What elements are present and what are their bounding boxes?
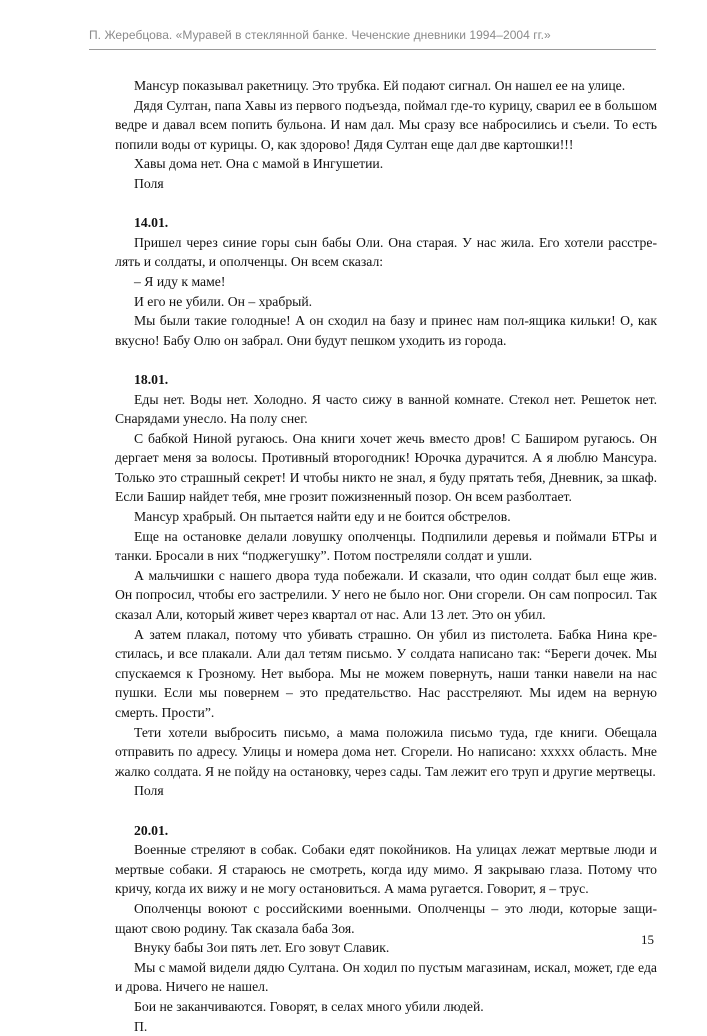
paragraph: Мансур показывал ракетницу. Это трубка. Ей подают сигнал. Он нашел ее на улице. [115,76,657,96]
paragraph: И его не убили. Он – храбрый. [115,292,657,312]
paragraph: Хавы дома нет. Она с мамой в Ингушетии. [115,154,657,174]
paragraph: Пришел через синие горы сын бабы Оли. Она старая. У нас жила. Его хотели расстрелять и солдаты, и ополченцы. Он всем сказал: [115,233,657,272]
paragraph: Поля [115,174,657,194]
entry-date: 14.01. [115,213,657,233]
paragraph: Еды нет. Воды нет. Холодно. Я часто сижу в ванной комнате. Стекол нет. Решеток нет. Снарядами унесло. На полу снег. [115,390,657,429]
running-header: П. Жеребцова. «Муравей в стеклянной банке. Чеченские дневники 1994–2004 гг.» [89,28,649,42]
paragraph: А затем плакал, потому что убивать страшно. Он убил из пистолета. Бабка Нина крестилась, и все плакали. Али дал тетям письмо. У солдата написано так: “Береги дочек. Мы спускаемся к Грозному. Нет выбора. Мы не можем повернуть, наши танки навели на нас пушки. Если мы повернем – это предательство. Нас расстреляют. Мы идем на верную смерть. Прости”. [115,625,657,723]
header-divider [89,49,656,50]
paragraph: Мы с мамой видели дядю Султана. Он ходил по пустым магазинам, искал, может, где еда и дрова. Ничего не нашел. [115,958,657,997]
page-number: 15 [641,932,654,948]
paragraph: Мансур храбрый. Он пытается найти еду и не боится обстрелов. [115,507,657,527]
diary-text [115,76,657,1036]
paragraph: А мальчишки с нашего двора туда побежали. И сказали, что один солдат был еще жив. Он попросил, чтобы его застрелили. У него не было ног. Они сгорели. Он сам попросил. Так сказал Али, который живет через квартал от нас. Али 13 лет. Это он убил. [115,566,657,625]
paragraph: – Я иду к маме! [115,272,657,292]
paragraph: Ополченцы воюют с российскими военными. Ополченцы – это люди, которые защищают свою родину. Так сказала баба Зоя. [115,899,657,938]
paragraph: Внуку бабы Зои пять лет. Его зовут Славик. [115,938,657,958]
paragraph: Еще на остановке делали ловушку ополченцы. Подпилили деревья и поймали БТРы и танки. Бросали в них “поджегушку”. Потом постреляли солдат и ушли. [115,527,657,566]
paragraph: С бабкой Ниной ругаюсь. Она книги хочет жечь вместо дров! С Баширом ругаюсь. Он дергает меня за волосы. Противный второгодник! Юрочка дурачится. А я люблю Мансура. Только это страшный секрет! И чтобы никто не знал, я буду прятать тебя, Дневник, за шкаф. Если Башир найдет тебя, мне грозит пожизненный позор. Он всем разболтает. [115,429,657,507]
entry-date: 18.01. [115,370,657,390]
paragraph: Дядя Султан, папа Хавы из первого подъезда, поймал где-то курицу, сварил ее в большом ведре и давал всем попить бульона. И нам дал. Мы сразу все набросились и съели. То есть попили воды от курицы. О, как здорово! Дядя Султан еще дал две картошки!!! [115,96,657,155]
paragraph: Мы были такие голодные! А он сходил на базу и принес нам пол-ящика кильки! О, как вкусно! Бабу Олю он забрал. Они будут пешком уходить из города. [115,311,657,350]
paragraph: Военные стреляют в собак. Собаки едят покойников. На улицах лежат мертвые люди и мертвые собаки. Я стараюсь не смотреть, когда иду мимо. Я закрываю глаза. Потому что кричу, когда их вижу и не могу остановиться. А мама ругается. Говорит, я – трус. [115,840,657,899]
paragraph: Поля [115,781,657,801]
paragraph: Бои не заканчиваются. Говорят, в селах много убили людей. [115,997,657,1017]
entry-date: 20.01. [115,821,657,841]
paragraph: П. [115,1017,657,1036]
paragraph: Тети хотели выбросить письмо, а мама положила письмо туда, где книги. Обещала отправить по адресу. Улицы и номера дома нет. Сгорели. Но написано: ххххх область. Мне жалко солдата. Я не пойду на остановку, через сады. Там лежит его труп и другие мертвецы. [115,723,657,782]
